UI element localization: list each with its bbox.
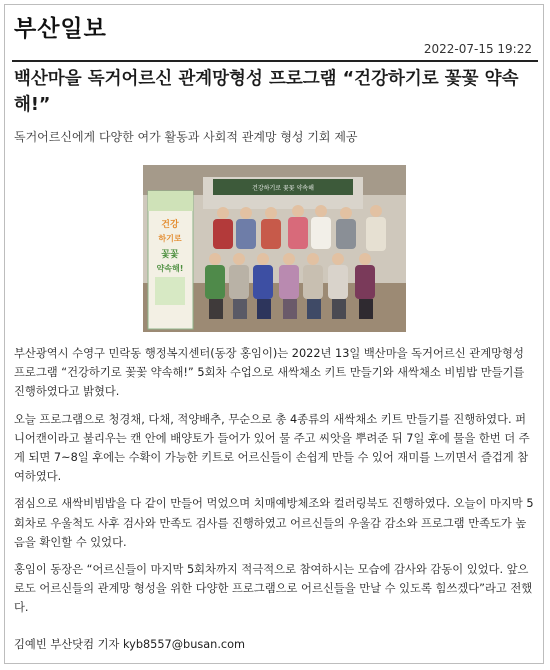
article-subheadline: 독거어르신에게 다양한 여가 활동과 사회적 관계망 형성 기회 제공: [14, 130, 358, 144]
article-headline: 백산마을 독거어르신 관계망형성 프로그램 “건강하기로 꽃꽃 약속해!”: [14, 69, 519, 115]
standee-line-4: 약속해!: [156, 264, 184, 273]
header-divider: [12, 60, 538, 62]
article-date: 2022-07-15 19:22: [423, 42, 532, 56]
article-paragraph-2: 오늘 프로그램으로 청경채, 다채, 적양배추, 무순으로 총 4종류의 새싹채소 키트 만들기를 진행하였다. 퍼니어캔이라고 불리우는 캔 안에 배양토가 들어가 있어 물 주고 씨앗을 뿌려준 뒤 7일 후에 물을 한번 더 주게 되면 7~8일 후에는 수확이 가능한 키트로 어르신들이 손쉽게 만들 수 있어 재미를 느끼면서 즐겁게 참여하였다.: [14, 412, 530, 484]
standee-line-1: 건강: [161, 220, 179, 230]
site-logo[interactable]: 부산일보: [14, 16, 107, 42]
standee-line-3: 꽃꽃: [161, 250, 179, 260]
article-photo: [143, 165, 406, 332]
photo-banner-text: 건강하기로 꽃꽃 약속해: [252, 185, 314, 192]
article-paragraph-1: 부산광역시 수영구 민락동 행정복지센터(동장 홍임이)는 2022년 13일 백산마을 독거어르신 관계망형성 프로그램 “건강하기로 꽃꽃 약속해!” 5회차 수업으로 새싹채소 키트 만들기와 새싹채소 비빔밥 만들기를 진행하였다고 밝혔다.: [14, 347, 525, 399]
article-paragraph-3: 점심으로 새싹비빔밥을 다 같이 만들어 먹었으며 치매예방체조와 컬러링북도 진행하였다. 오늘이 마지막 5회차로 우울척도 사후 검사와 만족도 검사를 진행하였고 어르신들의 우울감 감소와 프로그램 만족도가 높음을 확인할 수 있었다.: [14, 497, 534, 549]
article-byline: 김예빈 부산닷컴 기자 kyb8557@busan.com: [14, 638, 246, 651]
article-paragraph-4: 홍임이 동장은 “어르신들이 마지막 5회차까지 적극적으로 참여하시는 모습에 감사와 감동이 있었다. 앞으로도 어르신들의 관계망 형성을 위한 다양한 프로그램으로 어르신들을 만날 수 있도록 힘쓰겠다”라고 전했다.: [14, 563, 533, 615]
article-body: [14, 344, 536, 626]
standee-line-2: 하기로: [158, 234, 182, 243]
